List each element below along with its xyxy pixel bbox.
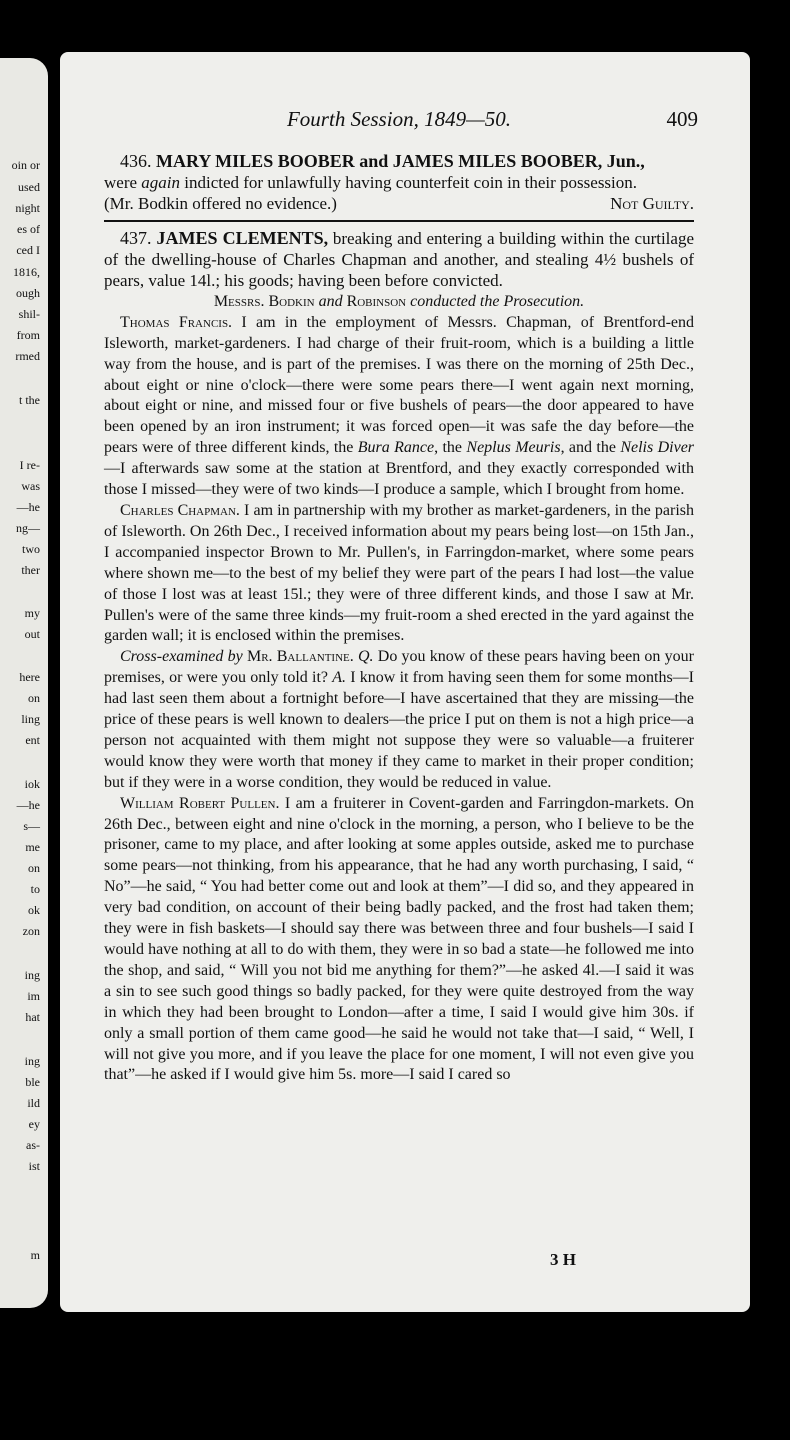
- facing-page-fragment: ok: [28, 903, 40, 917]
- facing-page-fragment: ey: [28, 1117, 40, 1131]
- witness-name-chapman: Charles Chapman.: [120, 501, 240, 519]
- facing-page-fragment: on: [28, 861, 40, 875]
- facing-page-fragment: to: [30, 882, 40, 896]
- facing-page-fragment: my: [24, 606, 40, 620]
- prosecution-counsel: [104, 292, 694, 313]
- facing-page-fragment: ling: [21, 712, 40, 726]
- facing-page-fragment: I re-: [19, 458, 40, 472]
- facing-page-fragment: out: [24, 627, 40, 641]
- case-437-number: 437.: [120, 227, 152, 248]
- facing-page-fragment: t the: [19, 393, 40, 407]
- answer-text: I know it from having seen them for some months—I had last seen them about a fortnight before—I have ascertained that they are missing—the price of these pears is well known to dealers—the price I put on them is not a high price—a person not acquainted with them might not suppose they were so valuable—a fruiterer would know they were worth that money if they came to market in their proper condition; but if they were in a worse condition, they would be reduced in value.: [104, 669, 694, 791]
- facing-page-fragment: ng—: [16, 521, 40, 535]
- pear-nelis-diver: Nelis Diver: [620, 439, 695, 457]
- facing-page-fragment: from: [16, 328, 40, 342]
- francis-text-1: I am in the employment of Messrs. Chapman, of Brentford-end Isleworth, market-gardeners. I had charge of their fruit-room, which is a building a little way from the house, and is part of the premises. I was there on the morning of 25th Dec., about eight or nine o'clock—there were some pears there—I went again next morning, about eight or nine, and missed four or five bushels of pears—the door appeared to have been opened by an iron instrument; it was forced open—it was safe the day before—the pears were of three different kinds, the: [104, 313, 694, 457]
- testimony-chapman: [104, 501, 694, 647]
- testimony-francis: [104, 313, 694, 501]
- facing-page-fragment: ther: [21, 563, 40, 577]
- francis-text-2: , the: [434, 439, 467, 457]
- facing-page-fragment: me: [25, 840, 40, 854]
- cross-counsel: Mr. Ballantine.: [246, 648, 354, 666]
- counsel-first: Messrs. Bodkin: [213, 292, 315, 310]
- signature-mark: 3 H: [550, 1250, 576, 1269]
- question-text: Do you know of these pears having been on your premises, or were you only told it?: [104, 648, 694, 687]
- facing-page-fragment: night: [15, 201, 40, 215]
- facing-page-fragment: zon: [22, 924, 40, 938]
- facing-page-fragment: on: [28, 691, 40, 705]
- facing-page-fragment: two: [22, 542, 40, 556]
- witness-name-pullen: William Robert Pullen.: [120, 794, 280, 812]
- facing-page-fragment: im: [27, 989, 40, 1003]
- facing-page-fragment: —he: [16, 798, 40, 812]
- cross-label: Cross-examined by: [120, 648, 243, 666]
- book-page: [60, 52, 750, 1312]
- case-divider: [104, 220, 694, 222]
- case-437-defendant: JAMES CLEMENTS,: [156, 227, 329, 248]
- facing-page-edge: [0, 58, 48, 1308]
- case-436-charge-again: again: [141, 173, 181, 192]
- facing-page-fragment: ist: [28, 1159, 40, 1173]
- case-436-charge-pre: were: [104, 173, 142, 192]
- page-content: [104, 151, 694, 1086]
- case-436-verdict-line: [104, 194, 694, 215]
- running-title: Fourth Session, 1849—50.: [286, 107, 511, 131]
- case-436-charge-post: indicted for unlawfully having counterfeit coin in their possession.: [180, 173, 638, 192]
- pullen-text: I am a fruiterer in Covent-garden and Farringdon-markets. On 26th Dec., between eight and nine o'clock in the morning, a person, who I believe to be the prisoner, came to my place, and after looking at some apples outside, asked me to purchase some pears—not thinking, from his appearance, that he had any worth purchasing, I said, “ No”—he said, “ You had better come out and look at them”—I did so, and they appeared in very bad condition, on account of their being badly packed, and the frost had taken them; they were in fish baskets—I should say there was between three and four bushels—I said I would have nothing at all to do with them, they were in so bad a state—he followed me into the shop, and said, “ Will you not bid me anything for them?”—he asked 4l.—I said it was a sin to see such good things so badly packed, for they were quite destroyed from the way in which they had been brought to London—after a time, I said I would give him 30s. if only a small portion of them came good—he said he would not take that—I said, “ Well, I will not give you more, and if you leave the place for one moment, I will not even give you that”—he asked if I would give him 5s. more—I said I cared so: [104, 794, 694, 1084]
- case-436-verdict: Not Guilty.: [610, 194, 694, 213]
- counsel-second: Robinson: [346, 292, 407, 310]
- facing-page-fragment: m: [30, 1248, 40, 1262]
- facing-page-fragment: shil-: [18, 307, 40, 321]
- case-436-number: 436.: [120, 151, 152, 171]
- facing-page-fragment: here: [19, 670, 40, 684]
- facing-page-fragment: s—: [23, 819, 40, 833]
- facing-page-fragment: ing: [24, 1054, 40, 1068]
- running-header: [100, 107, 698, 135]
- cross-examination: [104, 647, 694, 793]
- page-number: 409: [666, 107, 698, 131]
- counsel-rest: conducted the Prosecution.: [406, 292, 585, 310]
- pear-neplus-meuris: Neplus Meuris: [466, 439, 561, 457]
- facing-page-fragment: was: [21, 479, 40, 493]
- pear-bura-rance: Bura Rance: [357, 439, 435, 457]
- facing-page-fragment: —he: [16, 500, 40, 514]
- facing-page-fragment: oin or: [11, 158, 40, 172]
- answer-marker: A.: [332, 669, 346, 687]
- francis-text-4: —I afterwards saw some at the station at Brentford, and they exactly corresponded with those I missed—they were of two kinds—I produce a sample, which I brought from home.: [104, 460, 694, 499]
- counsel-and: and: [314, 292, 347, 310]
- facing-page-fragment: iok: [24, 777, 40, 791]
- facing-page-fragment: ing: [24, 968, 40, 982]
- case-437-charge: breaking and entering a building within the curtilage of the dwelling-house of Charles Chapman and another, and stealing 4½ bushels of pears, value 14l.; his goods; having been before convicted.: [104, 228, 694, 290]
- case-436-heading: [104, 151, 694, 172]
- facing-page-fragment: rmed: [15, 349, 40, 363]
- facing-page-fragment: 1816,: [13, 265, 40, 279]
- case-437-heading: [104, 228, 694, 291]
- chapman-text: I am in partnership with my brother as market-gardeners, in the parish of Isleworth. On 26th Dec., I received information about my pears being lost—on 15th Jan., I accompanied inspector Brown to Mr. Pullen's, in Farringdon-market, where some pears where shown me—to the best of my belief they were part of the pears I had lost—the value of those I lost was at least 15l.; they were of three different kinds, and those I saw at Mr. Pullen's were of the same three kinds—my fruit-room a shed erected in the yard against the garden wall; it is enclosed within the premises.: [104, 501, 694, 645]
- facing-page-fragment: used: [18, 180, 40, 194]
- case-436-note: (Mr. Bodkin offered no evidence.): [104, 194, 337, 213]
- question-marker: Q.: [357, 648, 374, 666]
- testimony-pullen: [104, 794, 694, 1087]
- facing-page-fragment: hat: [25, 1010, 40, 1024]
- facing-page-fragment: ced I: [16, 243, 40, 257]
- witness-name-francis: Thomas Francis.: [120, 313, 233, 331]
- facing-page-fragment: ent: [25, 733, 40, 747]
- case-436-charge: [104, 172, 694, 193]
- facing-page-fragment: ough: [16, 286, 40, 300]
- facing-page-fragment: ble: [25, 1075, 40, 1089]
- francis-text-3: , and the: [560, 439, 621, 457]
- facing-page-fragment: as-: [26, 1138, 40, 1152]
- facing-page-fragment: ild: [27, 1096, 40, 1110]
- facing-page-fragment: es of: [17, 222, 40, 236]
- case-436-defendants: MARY MILES BOOBER and JAMES MILES BOOBER, Jun.,: [156, 151, 645, 171]
